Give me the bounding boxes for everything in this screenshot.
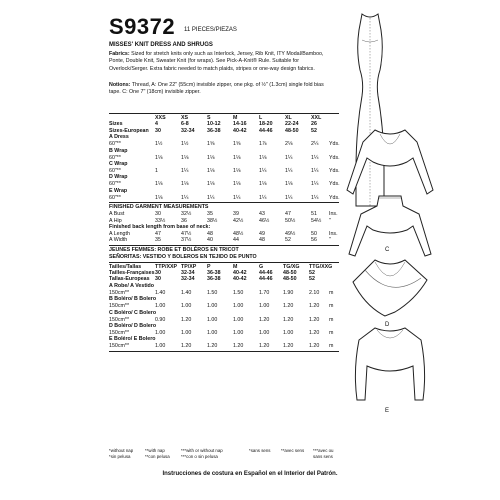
table-cell: 30 (155, 276, 161, 283)
table-cell: 47 (155, 230, 161, 237)
fabrics-label: Fabrics: (109, 51, 130, 57)
table-cell: 39 (233, 211, 239, 218)
table-rule (109, 351, 339, 352)
table-cell: 1⅞ (259, 141, 267, 148)
table-cell: 40-42 (233, 127, 247, 134)
table-cell: 30 (155, 211, 161, 218)
table-cell: 36-38 (207, 127, 221, 134)
section-heading: C Wrap (109, 160, 128, 167)
fabrics-text: Sized for stretch knits only such as Interlock, Jersey, Rib Knit, ITY Modal/Bamboo, Ponte, Double Knit, Sweater Knit (for wraps). See Pick-A-Knit® Rule. Suitable for Overlock/Serger. Extra fabric needed to match plaids, stripes or one-way design fabrics. (109, 51, 324, 72)
footnote: **avec sens (281, 448, 305, 453)
unit-cell: Ins. (329, 230, 338, 237)
row-label: A Length (109, 230, 130, 237)
section-heading: A Dress (109, 134, 129, 141)
table-cell: 1½ (155, 141, 163, 148)
column-header: S (207, 115, 211, 121)
table-cell: 6-8 (181, 121, 189, 128)
unit-cell: Yds. (329, 194, 340, 201)
table-cell: 1.20 (283, 303, 294, 310)
table-cell: 49½ (285, 230, 296, 237)
table-rule (109, 262, 339, 263)
table-cell: 52 (309, 270, 315, 277)
table-cell: 51 (311, 211, 317, 218)
table-cell: 42½ (233, 217, 244, 224)
yardage-table (109, 112, 339, 353)
table-cell: 1.00 (207, 303, 218, 310)
table-cell: 1⅛ (207, 154, 215, 161)
table-cell: 2¼ (311, 141, 319, 148)
table-cell: 2⅛ (285, 141, 293, 148)
table-cell: 35 (155, 237, 161, 244)
table-cell: 1⅝ (233, 141, 241, 148)
column-header: XXL (311, 115, 322, 121)
pieces-count: 11 PIECES/PIEZAS (184, 27, 237, 33)
footnote: **con pelusa (145, 454, 170, 459)
table-cell: 48-50 (283, 276, 297, 283)
row-label: 150cm** (109, 289, 130, 296)
table-cell: 52 (309, 276, 315, 283)
figure-label-d: D (385, 322, 390, 328)
table-cell: 1.00 (207, 330, 218, 337)
table-cell: 30 (155, 127, 161, 134)
table-cell: 40 (207, 237, 213, 244)
table-cell: 32½ (181, 211, 192, 218)
table-rule (109, 245, 339, 246)
table-cell: 1⅛ (207, 181, 215, 188)
table-cell: 1.50 (233, 289, 244, 296)
column-header: XL (285, 115, 292, 121)
french-title: JEUNES FEMMES: ROBE ET BOLÉROS EN TRICOT (109, 246, 239, 253)
row-label: 60"** (109, 154, 121, 161)
unit-cell: " (329, 237, 331, 244)
unit-cell: Yds. (329, 167, 340, 174)
table-cell: 1⅛ (259, 154, 267, 161)
table-cell: 1.00 (233, 316, 244, 323)
table-cell: 52 (285, 237, 291, 244)
row-label: 150cm** (109, 303, 130, 310)
unit-cell: m (329, 330, 334, 337)
table-cell: 1¼ (181, 194, 189, 201)
row-label: 60"** (109, 141, 121, 148)
row-label: 60"** (109, 194, 121, 201)
table-cell: 1.20 (283, 316, 294, 323)
table-cell: 1.00 (233, 330, 244, 337)
table-cell: 1¼ (311, 154, 319, 161)
table-cell: 4 (155, 121, 158, 128)
table-cell: 1.20 (259, 316, 270, 323)
table-row (109, 237, 339, 243)
table-rule (109, 202, 339, 203)
table-cell: 1.00 (181, 330, 192, 337)
table-cell: 48-50 (285, 127, 299, 134)
footnote: ***with or without nap (181, 448, 223, 453)
unit-cell: m (329, 316, 334, 323)
table-cell: 36-38 (207, 270, 221, 277)
table-cell: 10-12 (207, 121, 221, 128)
table-cell: 48-50 (283, 270, 297, 277)
table-cell: 1¼ (311, 167, 319, 174)
table-cell: 1¼ (311, 194, 319, 201)
table-cell: 1.20 (181, 316, 192, 323)
footnote: ***avec ou sans sens (313, 448, 334, 459)
row-label: Sizes (109, 121, 123, 128)
table-cell: 1¼ (207, 194, 215, 201)
table-cell: 1.20 (309, 303, 320, 310)
unit-cell: Ins. (329, 211, 338, 218)
column-header: TTG/XXG (309, 263, 333, 270)
table-cell: 44-46 (259, 127, 273, 134)
table-cell: 44-46 (259, 270, 273, 277)
table-cell: 32-34 (181, 127, 195, 134)
footnote: *sans sens (249, 448, 271, 453)
footnote: *sin pelusa (109, 454, 131, 459)
row-label: 60"** (109, 167, 121, 174)
table-cell: 1⅛ (181, 181, 189, 188)
table-cell: 18-20 (259, 121, 273, 128)
spanish-title: SEÑORITAS: VESTIDO Y BOLEROS EN TEJIDO DE PUNTO (109, 253, 257, 260)
table-cell: 32-34 (181, 276, 195, 283)
table-cell: 37½ (181, 237, 192, 244)
table-rule (109, 113, 339, 114)
table-cell: 30 (155, 270, 161, 277)
figure-e-wrap-illustration (335, 320, 445, 410)
table-cell: 33½ (155, 217, 166, 224)
section-heading: A Robe/ A Vestido (109, 282, 155, 289)
column-header: M (233, 263, 238, 270)
table-cell: 1⅛ (155, 181, 163, 188)
table-cell: 1.90 (283, 289, 294, 296)
table-cell: 1.00 (155, 343, 166, 350)
table-cell: 14-16 (233, 121, 247, 128)
table-cell: 1⅛ (207, 167, 215, 174)
table-cell: 26 (311, 121, 317, 128)
table-cell: 1.20 (259, 343, 270, 350)
table-cell: 40-42 (233, 276, 247, 283)
section-heading: D Wrap (109, 174, 128, 181)
table-cell: 1.00 (259, 330, 270, 337)
table-cell: 1⅛ (285, 181, 293, 188)
row-label: 150cm** (109, 343, 130, 350)
table-cell: 44-46 (259, 276, 273, 283)
notions-label: Notions: (109, 82, 131, 88)
section-heading: Finished back length from base of neck: (109, 223, 211, 230)
table-cell: 1.50 (207, 289, 218, 296)
table-cell: 1⅛ (233, 181, 241, 188)
table-cell: 43 (259, 211, 265, 218)
column-header: TTP/XXP (155, 263, 178, 270)
table-cell: 1¼ (259, 194, 267, 201)
pattern-code: S9372 (109, 14, 176, 39)
unit-cell: " (329, 217, 331, 224)
table-cell: 40-42 (233, 270, 247, 277)
table-cell: 1.20 (207, 343, 218, 350)
table-row (109, 343, 339, 349)
table-cell: 54½ (311, 217, 322, 224)
table-cell: 1.00 (233, 303, 244, 310)
table-cell: 1¼ (285, 194, 293, 201)
table-cell: 1⅛ (155, 154, 163, 161)
table-cell: 1½ (181, 141, 189, 148)
table-cell: 1.20 (181, 343, 192, 350)
table-cell: 1¼ (285, 154, 293, 161)
table-cell: 1.00 (259, 303, 270, 310)
table-cell: 1.40 (155, 289, 166, 296)
table-cell: 50 (311, 230, 317, 237)
table-cell: 22-24 (285, 121, 299, 128)
table-cell: 36 (181, 217, 187, 224)
section-heading: E Boléro/ E Bolero (109, 336, 156, 343)
section-heading: C Boléro/ C Bolero (109, 309, 157, 316)
table-cell: 1.00 (155, 303, 166, 310)
table-cell: 36-38 (207, 276, 221, 283)
row-label: 150cm** (109, 316, 130, 323)
table-cell: 46½ (259, 217, 270, 224)
table-cell: 1⅛ (181, 154, 189, 161)
unit-cell: Yds. (329, 154, 340, 161)
unit-cell: Yds. (329, 141, 340, 148)
table-cell: 1.20 (309, 330, 320, 337)
table-cell: 44 (233, 237, 239, 244)
table-cell: 1¼ (259, 167, 267, 174)
table-cell: 1 (155, 167, 158, 174)
row-label: Sizes-European (109, 127, 149, 134)
table-cell: 1¼ (181, 167, 189, 174)
figure-d-wrap-illustration (335, 250, 445, 330)
unit-cell: m (329, 289, 334, 296)
table-cell: 1⅛ (259, 181, 267, 188)
pattern-title: MISSES' KNIT DRESS AND SHRUGS (109, 42, 213, 48)
column-header: XS (181, 115, 189, 121)
table-cell: 32-34 (181, 270, 195, 277)
footnote: ***con o sin pelusa (181, 454, 218, 459)
column-header: L (259, 115, 263, 121)
table-cell: 56 (311, 237, 317, 244)
row-label: A Bust (109, 211, 125, 218)
table-cell: 47½ (181, 230, 192, 237)
notions-text: Thread, A: One 22" (55cm) invisible zipper, one pkg. of ½" (1.3cm) single fold bias tape. C: One 7" (18cm) invisible zipper. (109, 82, 324, 96)
unit-cell: m (329, 343, 334, 350)
table-cell: 38½ (207, 217, 218, 224)
table-cell: 1⅛ (233, 154, 241, 161)
table-cell: 2.10 (309, 289, 320, 296)
column-header: XXS (155, 115, 166, 121)
footnote: *without nap (109, 448, 134, 453)
table-cell: 1¼ (233, 194, 241, 201)
row-label: A Width (109, 237, 128, 244)
table-cell: 1.70 (259, 289, 270, 296)
table-cell: 1.00 (207, 316, 218, 323)
table-cell: 1.20 (309, 343, 320, 350)
table-cell: 48 (259, 237, 265, 244)
row-label: 60"** (109, 181, 121, 188)
table-cell: 1⅝ (207, 141, 215, 148)
row-label: A Hip (109, 217, 122, 224)
table-cell: 1.20 (309, 316, 320, 323)
row-label: 150cm** (109, 330, 130, 337)
section-heading: D Boléro/ D Bolero (109, 323, 157, 330)
section-heading: B Boléro/ B Bolero (109, 296, 157, 303)
figure-label-e: E (385, 408, 390, 414)
table-row (109, 195, 339, 201)
column-header: P (207, 263, 211, 270)
table-cell: 1⅛ (155, 194, 163, 201)
row-label: Tailles-Françaises (109, 270, 155, 277)
table-cell: 1.20 (233, 343, 244, 350)
section-heading: E Wrap (109, 187, 128, 194)
spanish-instructions-note: Instrucciones de costura en Español en el Interior del Patrón. (162, 471, 338, 477)
row-label: Tallas-Europeas (109, 276, 150, 283)
section-heading: B Wrap (109, 147, 128, 154)
table-cell: 1¼ (285, 167, 293, 174)
figure-label-c: C (385, 247, 390, 253)
unit-cell: m (329, 303, 334, 310)
table-cell: 48½ (233, 230, 244, 237)
row-label: Tailles/Tallas (109, 263, 142, 270)
fabrics-paragraph (109, 51, 337, 73)
table-cell: 52 (311, 127, 317, 134)
table-cell: 50½ (285, 217, 296, 224)
table-cell: 1.40 (181, 289, 192, 296)
table-cell: 1¼ (311, 181, 319, 188)
section-heading: FINISHED GARMENT MEASUREMENTS (109, 204, 209, 211)
table-cell: 1.20 (283, 343, 294, 350)
table-cell: 49 (259, 230, 265, 237)
table-cell: 1.00 (283, 330, 294, 337)
notions-paragraph (109, 82, 337, 97)
unit-cell: Yds. (329, 181, 340, 188)
table-cell: 47 (285, 211, 291, 218)
column-header: M (233, 115, 238, 121)
table-cell: 1.00 (155, 330, 166, 337)
table-cell: 1⅛ (233, 167, 241, 174)
column-header: G (259, 263, 264, 270)
column-header: TP/XP (181, 263, 197, 270)
table-cell: 0.90 (155, 316, 166, 323)
column-header: TG/XG (283, 263, 300, 270)
table-cell: 35 (207, 211, 213, 218)
footnote: **with nap (145, 448, 165, 453)
table-cell: 1.00 (181, 303, 192, 310)
table-cell: 48 (207, 230, 213, 237)
